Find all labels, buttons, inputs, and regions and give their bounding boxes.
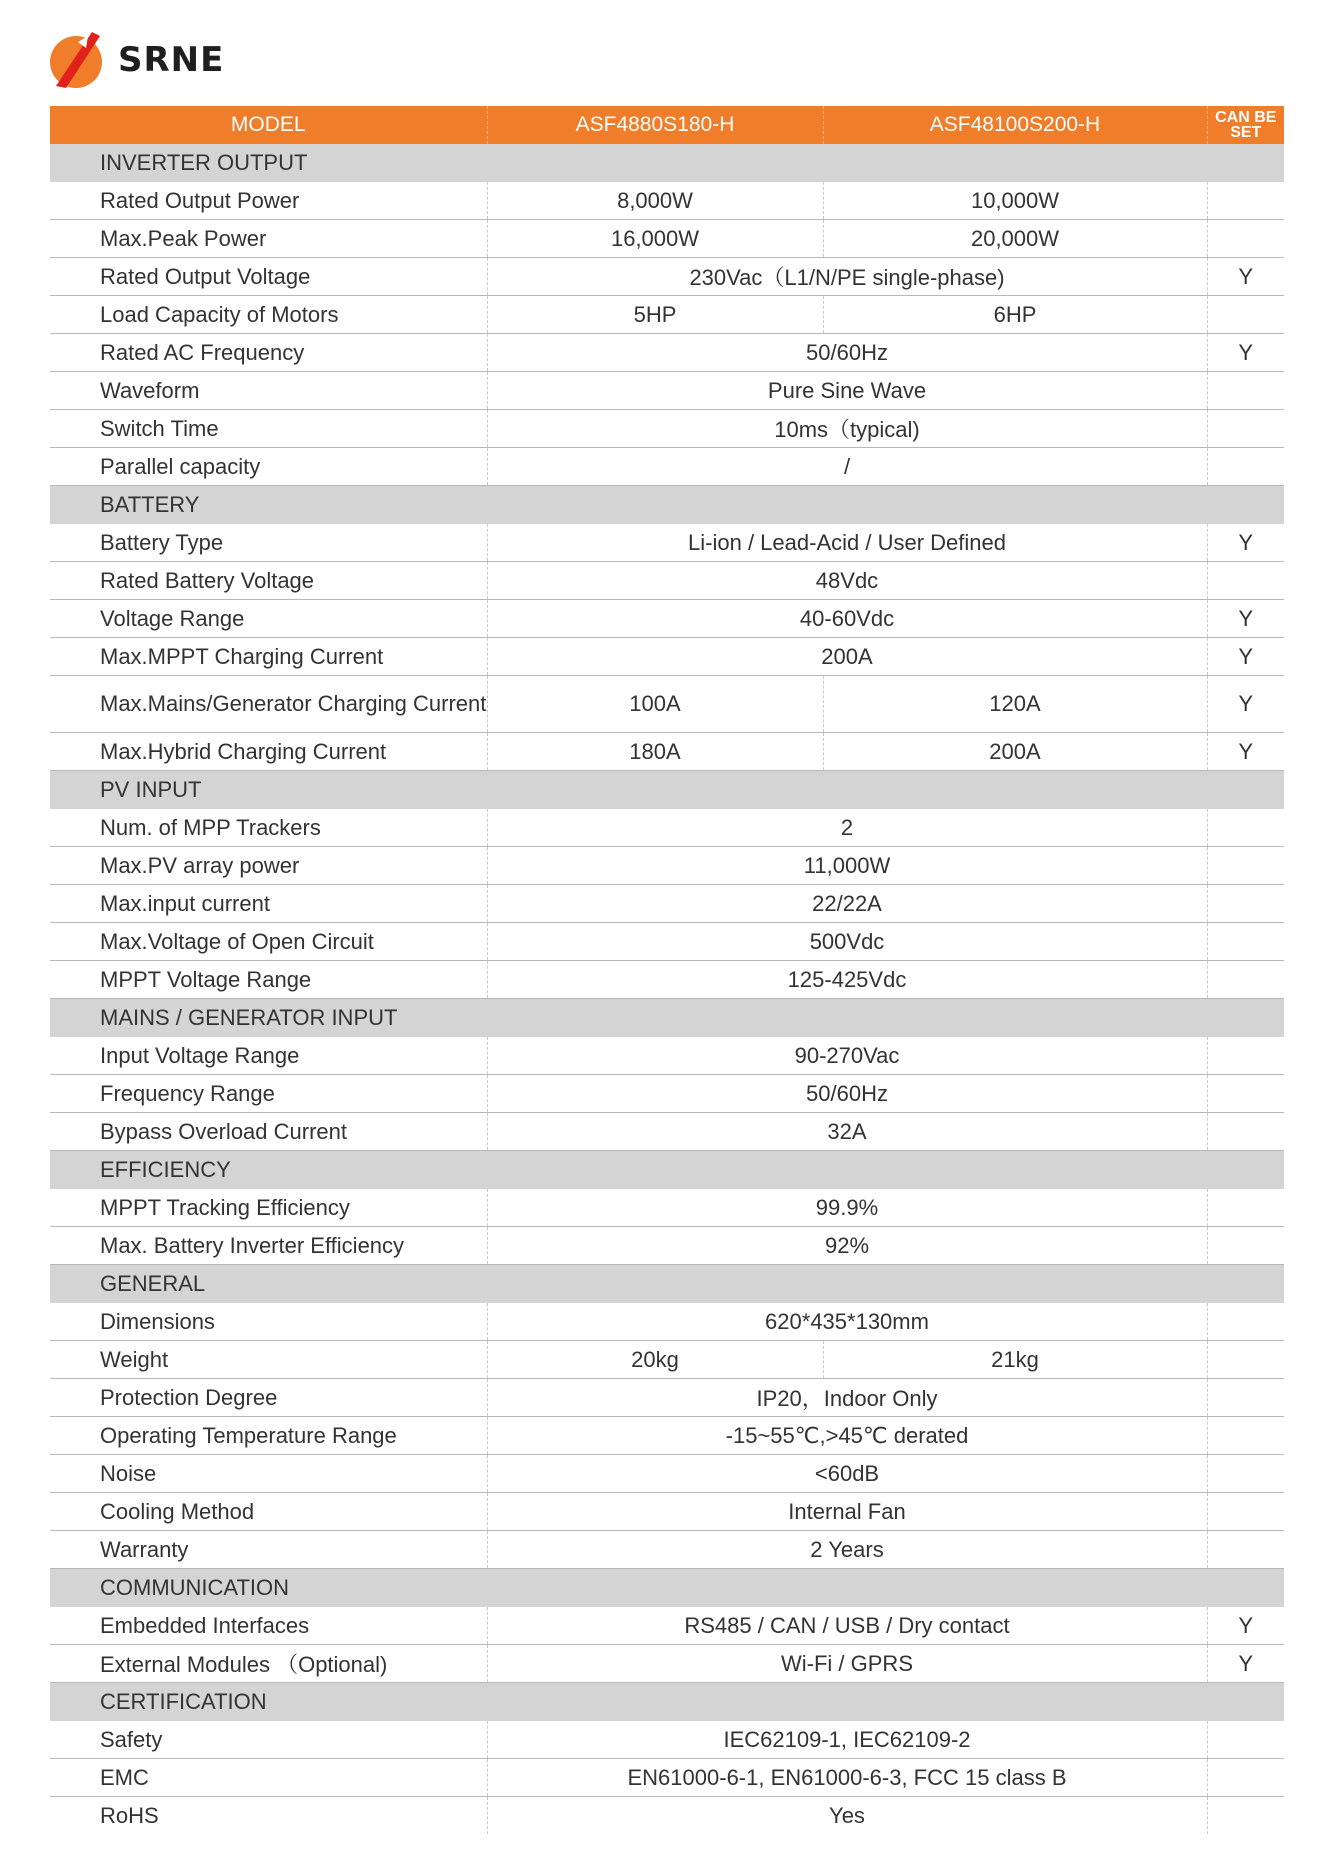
table-row [50,676,1284,733]
row-value-b: 120A [823,676,1207,733]
row-label: Rated AC Frequency [50,334,487,372]
row-label: Max.Voltage of Open Circuit [50,923,487,961]
row-can-set [1207,220,1284,258]
table-row [50,1797,1284,1835]
row-can-set [1207,372,1284,410]
row-can-set [1207,1113,1284,1151]
row-value: 10ms（typical) [487,410,1207,448]
brand-logo [48,28,224,92]
table-row [50,1721,1284,1759]
table-row [50,220,1284,258]
table-row [50,1303,1284,1341]
row-can-set [1207,1797,1284,1835]
row-label: Voltage Range [50,600,487,638]
row-label: Input Voltage Range [50,1037,487,1075]
table-row [50,1759,1284,1797]
row-label: Protection Degree [50,1379,487,1417]
row-label: MPPT Voltage Range [50,961,487,999]
row-label: Max.input current [50,885,487,923]
row-value: 90-270Vac [487,1037,1207,1075]
table-row [50,600,1284,638]
table-row [50,961,1284,999]
row-value: RS485 / CAN / USB / Dry contact [487,1607,1207,1645]
row-label: External Modules （Optional) [50,1645,487,1683]
table-row [50,410,1284,448]
row-can-set [1207,1075,1284,1113]
row-label: Rated Output Power [50,182,487,220]
table-row [50,258,1284,296]
row-label: Switch Time [50,410,487,448]
row-value-b: 6HP [823,296,1207,334]
row-value: Pure Sine Wave [487,372,1207,410]
row-can-set [1207,1379,1284,1417]
row-value: Wi-Fi / GPRS [487,1645,1207,1683]
can-be-set-header: CAN BE SET [1207,106,1284,144]
model-a-header: ASF4880S180-H [487,106,823,144]
row-can-set [1207,1303,1284,1341]
row-label: Waveform [50,372,487,410]
table-row [50,524,1284,562]
row-value: -15~55℃,>45℃ derated [487,1417,1207,1455]
row-can-set: Y [1207,676,1284,733]
row-value: 40-60Vdc [487,600,1207,638]
row-value: 48Vdc [487,562,1207,600]
row-can-set [1207,1531,1284,1569]
row-can-set [1207,1455,1284,1493]
row-can-set [1207,182,1284,220]
row-can-set: Y [1207,600,1284,638]
row-value-b: 21kg [823,1341,1207,1379]
table-row [50,1531,1284,1569]
row-can-set: Y [1207,1607,1284,1645]
row-can-set: Y [1207,638,1284,676]
model-b-header: ASF48100S200-H [823,106,1207,144]
row-can-set [1207,1037,1284,1075]
table-row [50,372,1284,410]
row-can-set [1207,1227,1284,1265]
section-general: GENERAL [50,1265,1284,1304]
row-value-a: 100A [487,676,823,733]
row-label: Safety [50,1721,487,1759]
table-row [50,1493,1284,1531]
row-can-set: Y [1207,1645,1284,1683]
row-can-set [1207,923,1284,961]
section-efficiency: EFFICIENCY [50,1151,1284,1190]
table-row [50,1379,1284,1417]
row-value: 11,000W [487,847,1207,885]
row-value-a: 5HP [487,296,823,334]
row-value: IP20，Indoor Only [487,1379,1207,1417]
row-value-b: 200A [823,733,1207,771]
brand-name: SRNE [118,40,225,80]
row-label: EMC [50,1759,487,1797]
row-can-set [1207,448,1284,486]
row-label: RoHS [50,1797,487,1835]
row-can-set [1207,847,1284,885]
row-value: 620*435*130mm [487,1303,1207,1341]
row-can-set [1207,1341,1284,1379]
table-row [50,1189,1284,1227]
section-battery: BATTERY [50,486,1284,525]
spec-table [50,106,1284,1834]
table-row [50,1607,1284,1645]
row-can-set: Y [1207,334,1284,372]
row-label: Weight [50,1341,487,1379]
row-can-set [1207,296,1284,334]
row-label: MPPT Tracking Efficiency [50,1189,487,1227]
row-label: Max.Peak Power [50,220,487,258]
table-row [50,1227,1284,1265]
table-row [50,1341,1284,1379]
table-row [50,334,1284,372]
row-can-set [1207,961,1284,999]
table-row [50,1113,1284,1151]
table-row [50,562,1284,600]
row-value-a: 16,000W [487,220,823,258]
row-label: Battery Type [50,524,487,562]
model-header: MODEL [50,106,487,144]
row-label: Rated Output Voltage [50,258,487,296]
table-row [50,733,1284,771]
row-label: Noise [50,1455,487,1493]
table-row [50,182,1284,220]
row-label: Load Capacity of Motors [50,296,487,334]
row-label: Parallel capacity [50,448,487,486]
row-can-set: Y [1207,258,1284,296]
row-value: IEC62109-1, IEC62109-2 [487,1721,1207,1759]
row-can-set [1207,1759,1284,1797]
row-value-a: 8,000W [487,182,823,220]
table-header [50,106,1284,144]
table-row [50,1037,1284,1075]
table-row [50,1455,1284,1493]
row-value: 2 [487,809,1207,847]
row-value: Yes [487,1797,1207,1835]
table-row [50,448,1284,486]
row-can-set [1207,562,1284,600]
section-pv-input: PV INPUT [50,771,1284,810]
row-value: / [487,448,1207,486]
row-label: Embedded Interfaces [50,1607,487,1645]
row-value: Li-ion / Lead-Acid / User Defined [487,524,1207,562]
row-value: 22/22A [487,885,1207,923]
row-label: Max.MPPT Charging Current [50,638,487,676]
row-label: Bypass Overload Current [50,1113,487,1151]
row-value-b: 10,000W [823,182,1207,220]
srne-logo-icon [48,28,104,92]
row-can-set [1207,1493,1284,1531]
row-value: 50/60Hz [487,334,1207,372]
section-inverter-output: INVERTER OUTPUT [50,144,1284,182]
row-label: Warranty [50,1531,487,1569]
row-value: 92% [487,1227,1207,1265]
section-certification: CERTIFICATION [50,1683,1284,1722]
row-value: 50/60Hz [487,1075,1207,1113]
row-label: Max.Hybrid Charging Current [50,733,487,771]
row-label: Frequency Range [50,1075,487,1113]
row-label: Operating Temperature Range [50,1417,487,1455]
row-value: 99.9% [487,1189,1207,1227]
row-value: 200A [487,638,1207,676]
row-can-set: Y [1207,524,1284,562]
row-label: Dimensions [50,1303,487,1341]
row-can-set [1207,1189,1284,1227]
row-can-set: Y [1207,733,1284,771]
table-row [50,923,1284,961]
table-row [50,296,1284,334]
row-value: 32A [487,1113,1207,1151]
row-label: Num. of MPP Trackers [50,809,487,847]
row-value-b: 20,000W [823,220,1207,258]
row-value: <60dB [487,1455,1207,1493]
row-label: Cooling Method [50,1493,487,1531]
row-value: 500Vdc [487,923,1207,961]
row-label: Max.Mains/Generator Charging Current [50,676,487,733]
table-row [50,638,1284,676]
row-label: Max. Battery Inverter Efficiency [50,1227,487,1265]
row-label: Max.PV array power [50,847,487,885]
row-label: Rated Battery Voltage [50,562,487,600]
table-row [50,1645,1284,1683]
row-can-set [1207,1721,1284,1759]
row-can-set [1207,410,1284,448]
row-value: 125-425Vdc [487,961,1207,999]
section-mains-input: MAINS / GENERATOR INPUT [50,999,1284,1038]
row-value: EN61000-6-1, EN61000-6-3, FCC 15 class B [487,1759,1207,1797]
row-value-a: 180A [487,733,823,771]
table-row [50,1075,1284,1113]
table-row [50,1417,1284,1455]
row-value-a: 20kg [487,1341,823,1379]
row-value: Internal Fan [487,1493,1207,1531]
row-can-set [1207,809,1284,847]
table-row [50,885,1284,923]
section-communication: COMMUNICATION [50,1569,1284,1608]
table-row [50,809,1284,847]
row-value: 2 Years [487,1531,1207,1569]
row-can-set [1207,885,1284,923]
table-row [50,847,1284,885]
row-value: 230Vac（L1/N/PE single-phase) [487,258,1207,296]
row-can-set [1207,1417,1284,1455]
